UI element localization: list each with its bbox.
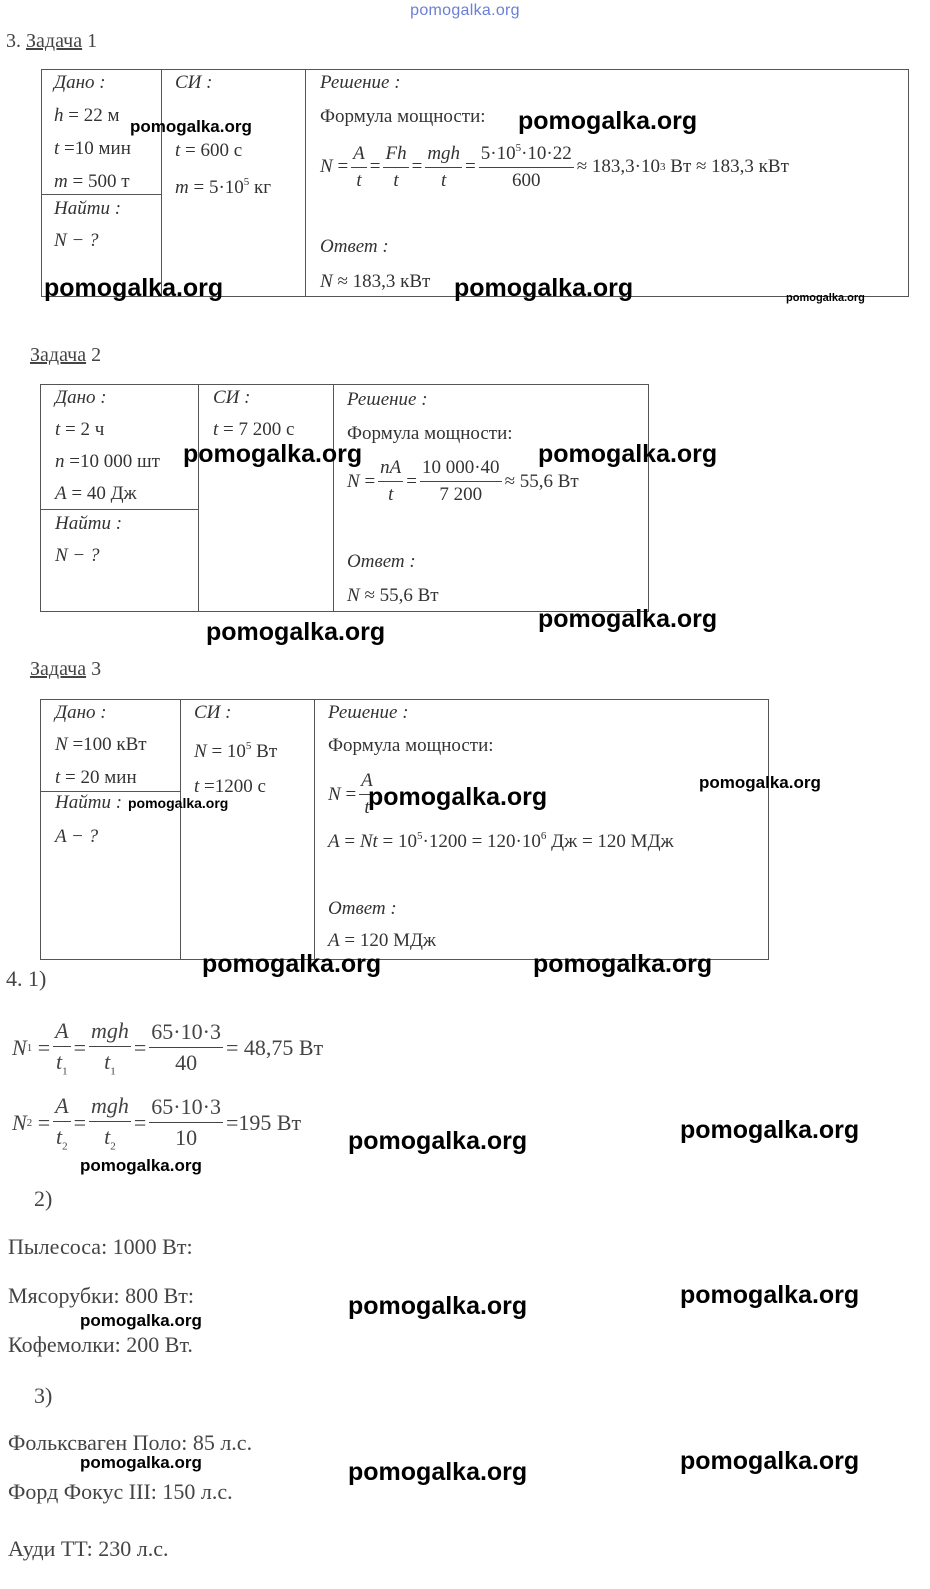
task1-number: 1 <box>87 30 98 52</box>
watermark: pomogalka.org <box>80 1156 202 1175</box>
watermark: pomogalka.org <box>538 605 718 633</box>
watermark: pomogalka.org <box>786 292 865 304</box>
watermark: pomogalka.org <box>130 117 252 136</box>
task2-si-t: t = 7 200 с <box>213 419 295 440</box>
watermark: pomogalka.org <box>680 1281 860 1309</box>
car-focus: Форд Фокус III: 150 л.с. <box>8 1479 233 1504</box>
watermark: pomogalka.org <box>454 274 634 302</box>
task3-title: Задача <box>30 658 87 680</box>
task1-given-m: m = 500 т <box>54 171 130 192</box>
car-audi: Ауди TT: 230 л.с. <box>8 1536 169 1561</box>
watermark: pomogalka.org <box>699 773 821 792</box>
task3-formula-1: N = $\frac{A}{t}$ <box>328 770 373 818</box>
task3-heading <box>30 658 101 681</box>
task3-answer: A = 120 МДж <box>328 930 437 951</box>
task2-find: N − ? <box>55 545 100 566</box>
watermark: pomogalka.org <box>348 1127 528 1155</box>
task2-formula-label: Формула мощности: <box>347 423 513 444</box>
given-label: Дано <box>54 72 95 93</box>
watermark: pomogalka.org <box>44 274 224 302</box>
appliance-vacuum: Пылесоса: 1000 Вт: <box>8 1234 193 1259</box>
task2-given-n: n =10 000 шт <box>55 451 160 472</box>
task2-given-a: A = 40 Дж <box>55 483 137 504</box>
task1-heading <box>6 30 97 53</box>
watermark: pomogalka.org <box>348 1458 528 1486</box>
task3-si-t: t =1200 с <box>194 776 266 797</box>
answer-label: Ответ <box>320 236 378 257</box>
watermark: pomogalka.org <box>348 1292 528 1320</box>
task3-given-n: N =100 кВт <box>55 734 147 755</box>
task2-heading <box>30 344 101 367</box>
task1-answer: N ≈ 183,3 кВт <box>320 271 431 292</box>
task1-table: Дано : h = 22 м t =10 мин m = 500 т Найти : N − ? СИ : t = 600 с $m = 5\cdot 10^5$ кг Решение : Формула мощности: N = $\frac{A}{t}$ = $\frac{Fh}{t}$ = $\frac{\text{mgh}}{t}$ = $\frac{5\cdot 10^5\cdot 10\cdot 22}{600}$ ≈ 183,3·10 3 Вт ≈ 183,3 кВт Ответ : N ≈ 183,3 кВт <box>41 69 909 297</box>
task3-table: Дано : N =100 кВт t = 20 мин Найти : A − ? СИ : $N = 10^5$ Вт t =1200 с Решение : Формула мощности: N = $\frac{A}{t}$ $A = Nt = 10^5\cdot 1200 = 120\cdot 10^6$ Дж = 120 МДж Ответ : A = 120 МДж <box>40 699 769 960</box>
task2-answer: N ≈ 55,6 Вт <box>347 585 439 606</box>
task2-title: Задача <box>30 344 87 366</box>
watermark: pomogalka.org <box>533 950 713 978</box>
task3-find: A − ? <box>55 826 99 847</box>
task1-si-t: t = 600 с <box>175 140 243 161</box>
appliance-coffee-mill: Кофемолки: 200 Вт. <box>8 1332 193 1357</box>
watermark: pomogalka.org <box>518 107 698 135</box>
appliance-grinder: Мясорубки: 800 Вт: <box>8 1283 195 1308</box>
watermark: pomogalka.org <box>368 783 548 811</box>
site-url[interactable]: pomogalka.org <box>410 2 520 19</box>
section4-part3-label: 3) <box>34 1383 53 1408</box>
si-label: СИ <box>175 72 202 93</box>
task2-given-t: t = 2 ч <box>55 419 105 440</box>
watermark: pomogalka.org <box>80 1453 202 1472</box>
task1-si-m: $m = 5\cdot 10^5$ кг <box>175 176 272 198</box>
section4-n1: N 1 = $\frac{A}{t_1}$ = $\frac{\text{mgh}}{t_1}$ = $\frac{65\cdot 10\cdot 3}{40}$ = 48,75 Вт <box>12 1018 324 1078</box>
watermark: pomogalka.org <box>128 795 229 811</box>
task1-find: N − ? <box>54 230 99 251</box>
task3-formula-label: Формула мощности: <box>328 735 494 756</box>
task2-formula: N = $\frac{nA}{t}$ = $\frac{10 000\cdot 40}{7 200}$ ≈ 55,6 Вт <box>347 457 579 505</box>
task3-number: 3 <box>91 658 102 680</box>
watermark: pomogalka.org <box>680 1447 860 1475</box>
task1-formula-label: Формула мощности: <box>320 106 486 127</box>
task2-number: 2 <box>91 344 102 366</box>
task3-si-n: $N = 10^5$ Вт <box>194 740 278 762</box>
task2-table: Дано : t = 2 ч n =10 000 шт A = 40 Дж Найти : N − ? СИ : t = 7 200 с Решение : Формула мощности: N = $\frac{nA}{t}$ = $\frac{10 000\cdot 40}{7 200}$ ≈ 55,6 Вт Ответ : N ≈ 55,6 Вт <box>40 384 649 612</box>
task1-given-t: t =10 мин <box>54 138 131 159</box>
task3-given-t: t = 20 мин <box>55 767 137 788</box>
watermark: pomogalka.org <box>538 440 718 468</box>
section4-label: 4. 1) <box>6 966 47 991</box>
task1-formula: N = $\frac{A}{t}$ = $\frac{Fh}{t}$ = $\frac{\text{mgh}}{t}$ = $\frac{5\cdot 10^5\cdot 10\cdot 22}{600}$ ≈ 183,3·10 3 Вт ≈ 183,3 кВт <box>320 142 789 191</box>
watermark: pomogalka.org <box>183 440 363 468</box>
task3-formula-2: $A = Nt = 10^5\cdot 1200 = 120\cdot 10^6$ Дж = 120 МДж <box>328 830 674 852</box>
section4-part2-label: 2) <box>34 1186 53 1211</box>
watermark: pomogalka.org <box>202 950 382 978</box>
solution-label: Решение <box>320 72 390 93</box>
watermark: pomogalka.org <box>206 618 386 646</box>
watermark: pomogalka.org <box>80 1311 202 1330</box>
car-polo: Фольксваген Поло: 85 л.с. <box>8 1430 253 1455</box>
task1-title: Задача <box>26 30 83 52</box>
section3-label: 3. <box>6 30 21 52</box>
find-label: Найти <box>54 198 110 219</box>
watermark: pomogalka.org <box>680 1116 860 1144</box>
section4-n2: N 2 = $\frac{A}{t_2}$ = $\frac{\text{mgh}}{t_2}$ = $\frac{65\cdot 10\cdot 3}{10}$ =195 Вт <box>12 1093 302 1153</box>
task1-given-h: h = 22 м <box>54 105 120 126</box>
